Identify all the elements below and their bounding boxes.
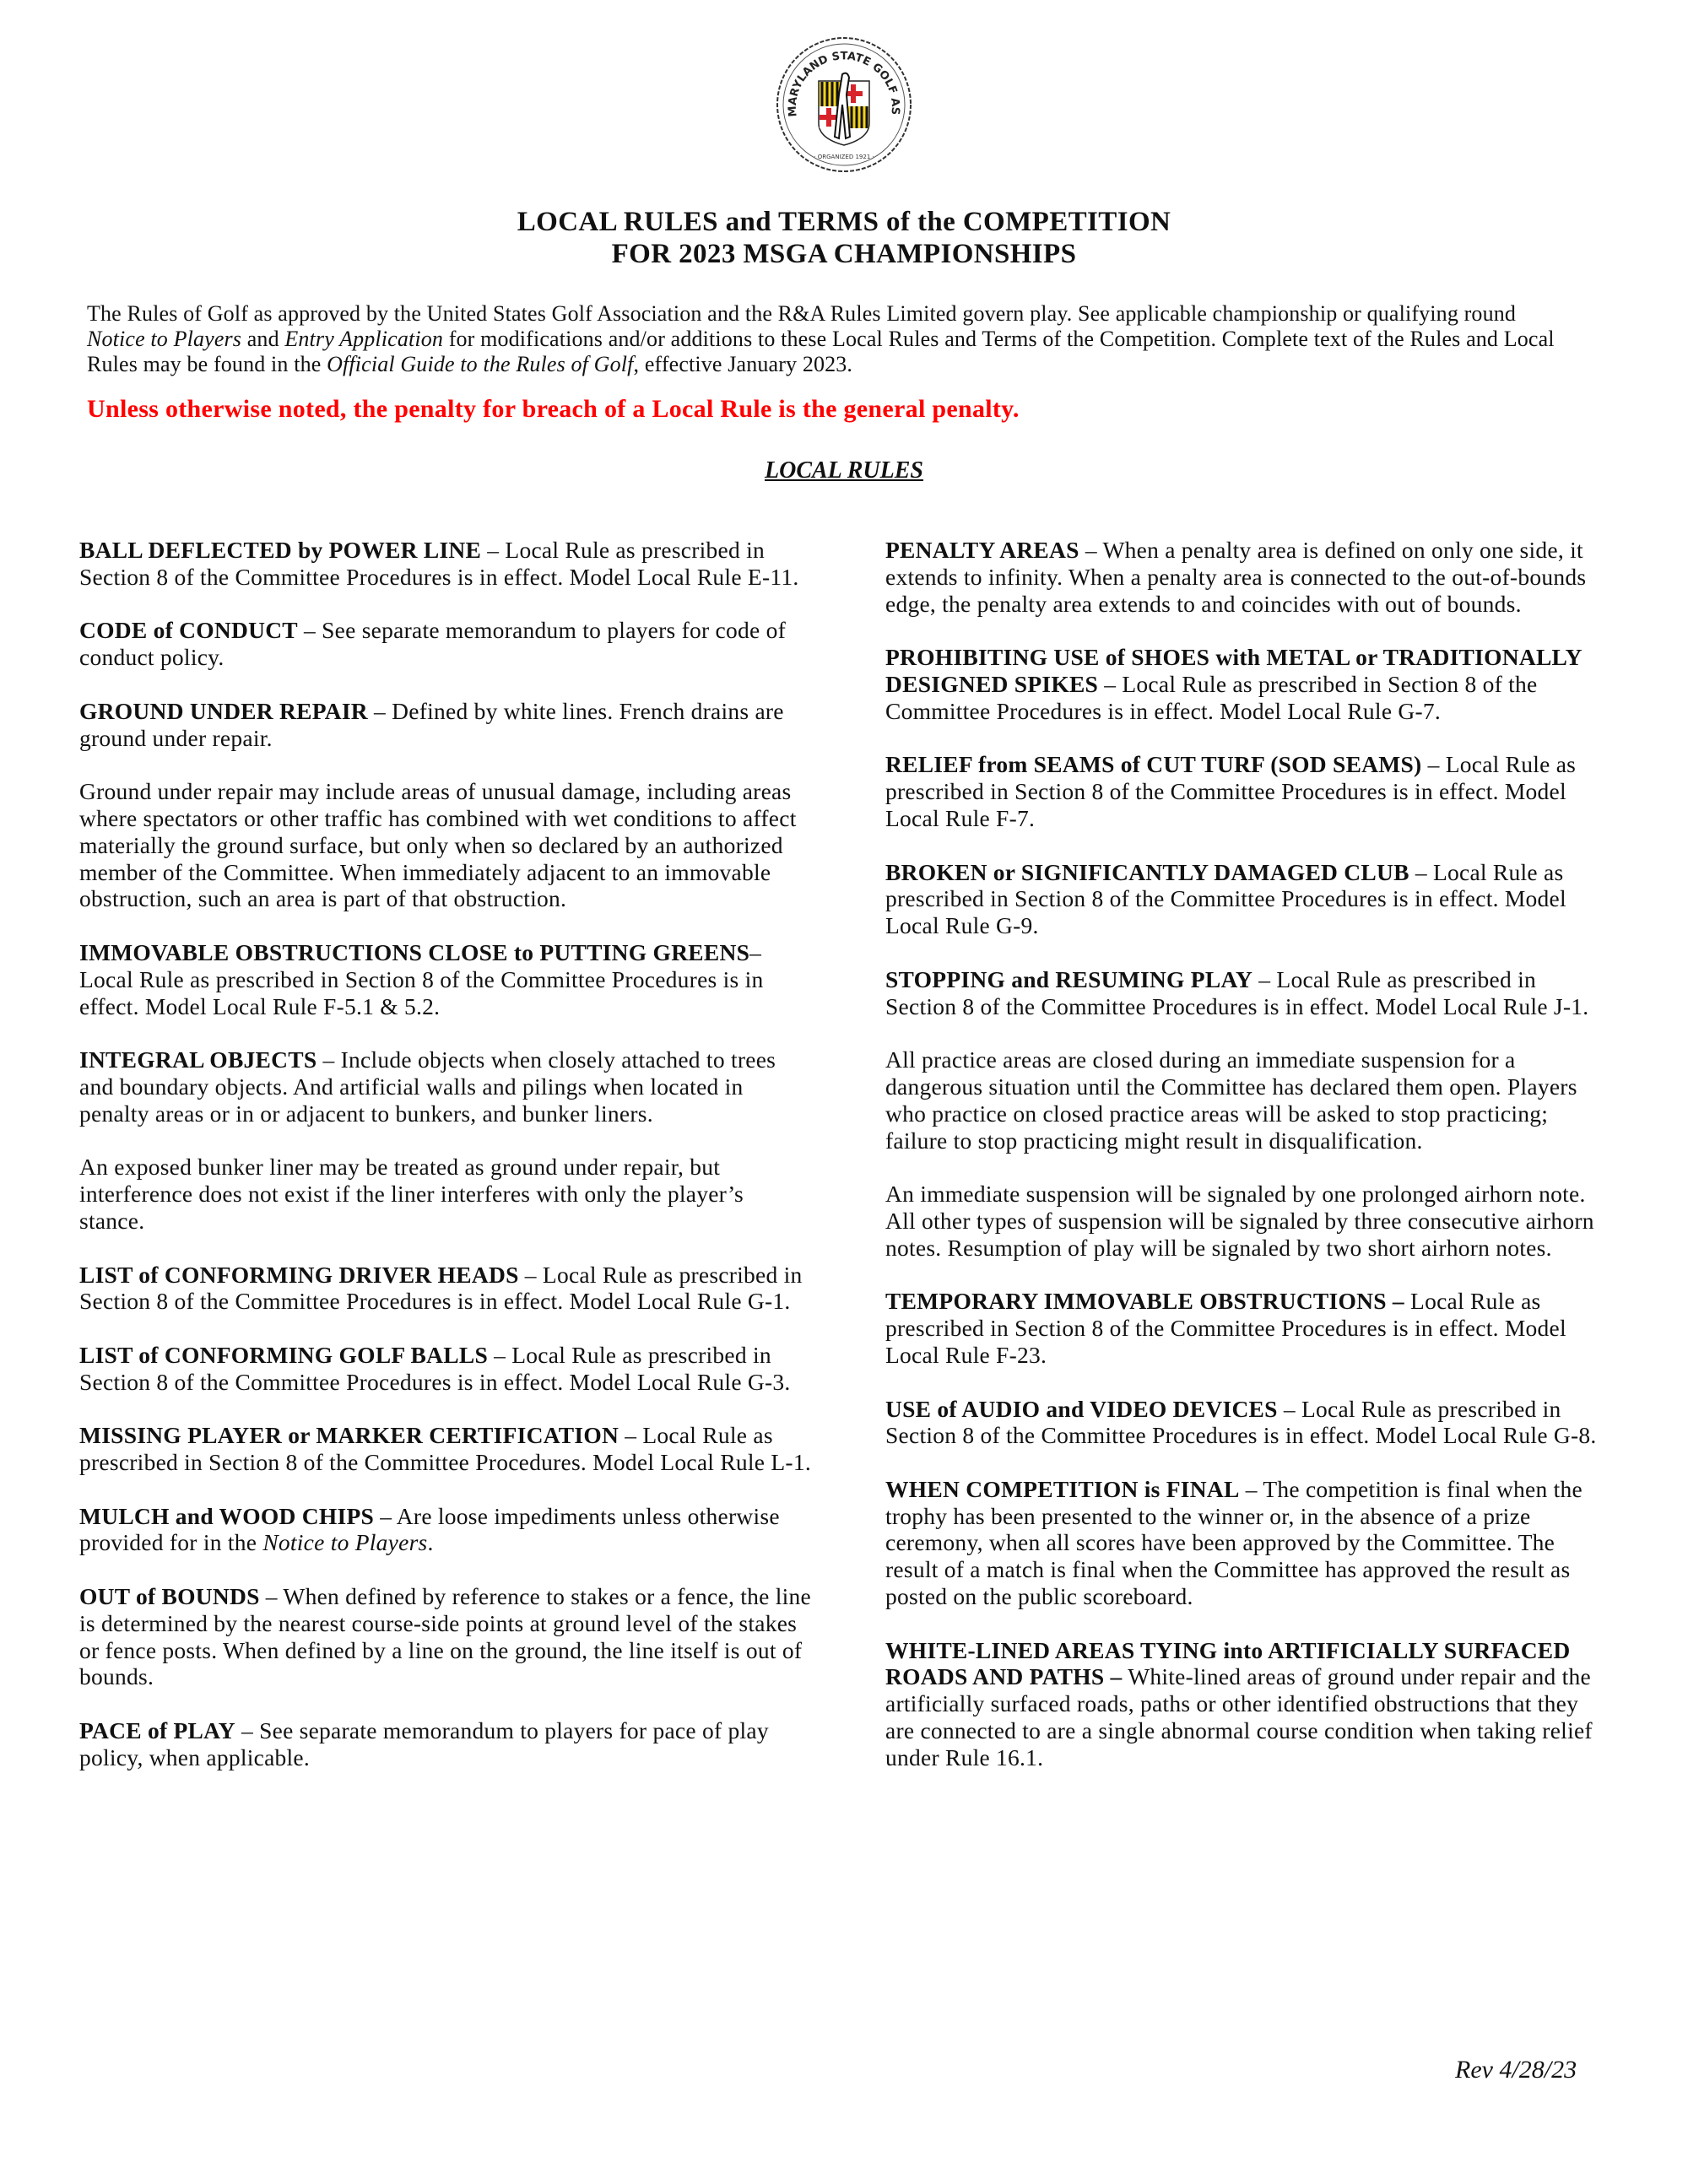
- rule-text: for modifications and/or additions to these Local Rules and Terms of the Competition. Complete text of the Rules and Local Rules may be found in the: [87, 327, 1555, 376]
- italic-text: Notice to Players: [262, 1529, 428, 1556]
- rule-paragraph: [885, 644, 1611, 724]
- rule-text: – Local Rule as prescribed in Section 8 of the Committee Procedures is in effect. Model Local Rule E-11.: [79, 537, 799, 590]
- svg-text:MARYLAND STATE GOLF ASSOCIATIO: MARYLAND STATE GOLF AS: [786, 50, 902, 117]
- intro-paragraph: [87, 301, 1572, 377]
- rule-heading: USE of AUDIO and VIDEO DEVICES: [885, 1395, 1278, 1422]
- rule-text: – Local Rule as prescribed in Section 8 of the Committee Procedures is in effect. Model Local Rule G-1.: [79, 1261, 803, 1315]
- rule-heading: MISSING PLAYER or MARKER CERTIFICATION: [79, 1422, 619, 1449]
- left-column: [79, 537, 814, 1797]
- rule-text: – Include objects when closely attached to trees and boundary objects. And artificial walls and pilings when located in penalty areas or in or adjacent to bunkers, and bunker liners.: [79, 1046, 776, 1127]
- msga-logo-seal: [775, 35, 913, 174]
- rule-text: – Local Rule as prescribed in Section 8 of the Committee Procedures is in effect. Model Local Rule J-1.: [885, 965, 1589, 1019]
- rule-heading: IMMOVABLE OBSTRUCTIONS CLOSE to PUTTING GREENS: [79, 938, 750, 965]
- rule-paragraph: [885, 1181, 1611, 1261]
- rule-text: – Local Rule as prescribed in Section 8 of the Committee Procedures. Model Local Rule L-1.: [79, 1422, 811, 1476]
- rule-text: and: [241, 327, 285, 351]
- rule-paragraph: [885, 1396, 1611, 1450]
- rule-text: – See separate memorandum to players for code of conduct policy.: [79, 617, 786, 671]
- rule-text: White-lined areas of ground under repair and the artificially surfaced roads, paths or other identified obstructions that they are connected to are a single abnormal course condition when taking relief under Rule 16.1.: [885, 1663, 1593, 1770]
- rule-heading: RELIEF from SEAMS of CUT TURF (SOD SEAMS): [885, 751, 1422, 778]
- rule-text: – When defined by reference to stakes or a fence, the line is determined by the nearest course-side points at ground level of the stakes or fence posts. When defined by a line on the ground, the line itself is out of bounds.: [79, 1583, 811, 1690]
- title-line-2: FOR 2023 MSGA CHAMPIONSHIPS: [611, 239, 1077, 269]
- section-heading: [0, 457, 1688, 484]
- rule-paragraph: [79, 1262, 814, 1316]
- penalty-notice: Unless otherwise noted, the penalty for breach of a Local Rule is the general penalty.: [87, 395, 1020, 423]
- rule-heading: MULCH and WOOD CHIPS: [79, 1502, 375, 1529]
- rule-text: – Local Rule as prescribed in Section 8 of the Committee Procedures is in effect. Model Local Rule F-7.: [885, 751, 1577, 831]
- rule-text: .: [427, 1529, 434, 1556]
- rule-text: – When a penalty area is defined on only one side, it extends to infinity. When a penalty area is connected to the out-of-bounds edge, the penalty area extends to and coincides with out of bounds.: [885, 537, 1587, 617]
- rule-text: An exposed bunker liner may be treated as ground under repair, but interference does not exist if the liner interferes with only the player’s stance.: [79, 1154, 744, 1234]
- rule-paragraph: [885, 966, 1611, 1020]
- revision-date: Rev 4/28/23: [1455, 2056, 1577, 2084]
- rule-text: – Defined by white lines. French drains are ground under repair.: [79, 697, 784, 751]
- rule-heading: TEMPORARY IMMOVABLE OBSTRUCTIONS –: [885, 1288, 1404, 1315]
- rule-paragraph: [885, 1476, 1611, 1610]
- rule-paragraph: [885, 1046, 1611, 1154]
- rule-heading: PROHIBITING USE of SHOES with METAL or TRADITIONALLY DESIGNED SPIKES: [885, 644, 1582, 697]
- rule-text: An immediate suspension will be signaled by one prolonged airhorn note. All other types of suspension will be signaled by three consecutive airhorn notes. Resumption of play will be signaled by two short airhorn notes.: [885, 1181, 1594, 1261]
- rule-paragraph: [79, 1342, 814, 1396]
- rule-paragraph: [885, 1288, 1611, 1368]
- rule-text: All practice areas are closed during an immediate suspension for a dangerous situation until the Committee has declared them open. Players who practice on closed practice areas will be asked to stop practicing; failure to stop practicing might result in disqualification.: [885, 1046, 1577, 1154]
- rule-paragraph: [79, 1717, 814, 1771]
- rule-heading: PACE of PLAY: [79, 1717, 235, 1744]
- rule-heading: LIST of CONFORMING DRIVER HEADS: [79, 1261, 519, 1288]
- rule-heading: CODE of CONDUCT: [79, 617, 298, 644]
- rule-heading: LIST of CONFORMING GOLF BALLS: [79, 1341, 488, 1368]
- rule-paragraph: [885, 859, 1611, 939]
- rule-paragraph: [885, 751, 1611, 831]
- rule-paragraph: [79, 1583, 814, 1690]
- rule-paragraph: [79, 1503, 814, 1557]
- rule-heading: BROKEN or SIGNIFICANTLY DAMAGED CLUB: [885, 858, 1409, 885]
- italic-text: Entry Application: [284, 327, 444, 351]
- rule-text: , effective January 2023.: [633, 352, 853, 376]
- rule-heading: STOPPING and RESUMING PLAY: [885, 965, 1253, 992]
- rule-paragraph: [79, 939, 814, 1019]
- rule-heading: WHEN COMPETITION is FINAL: [885, 1475, 1240, 1502]
- rule-text: – Local Rule as prescribed in Section 8 of the Committee Procedures is in effect. Model Local Rule G-8.: [885, 1395, 1597, 1449]
- rule-text: – Local Rule as prescribed in Section 8 of the Committee Procedures is in effect. Model Local Rule G-7.: [885, 670, 1538, 724]
- italic-text: Official Guide to the Rules of Golf: [327, 352, 634, 376]
- title-line-1: LOCAL RULES and TERMS of the COMPETITION: [517, 207, 1171, 237]
- rule-heading: PENALTY AREAS: [885, 537, 1079, 563]
- rule-text: – Are loose impediments unless otherwise provided for in the: [79, 1502, 780, 1556]
- rule-text: Ground under repair may include areas of unusual damage, including areas where spectators or other traffic has combined with wet conditions to affect materially the ground surface, but only when so declared by an authorized member of the Committee. When immediately adjacent to an immovable obstruction, such an area is part of that obstruction.: [79, 778, 797, 912]
- rule-paragraph: [79, 1154, 814, 1234]
- rule-text: – Local Rule as prescribed in Section 8 of the Committee Procedures is in effect. Model Local Rule G-9.: [885, 858, 1566, 939]
- rule-paragraph: [79, 617, 814, 671]
- rule-heading: WHITE-LINED AREAS TYING into ARTIFICIALLY SURFACED ROADS AND PATHS –: [885, 1636, 1571, 1690]
- rule-paragraph: [79, 698, 814, 752]
- rule-text: – See separate memorandum to players for pace of play policy, when applicable.: [79, 1717, 769, 1770]
- section-heading-text: LOCAL RULES: [765, 457, 923, 484]
- rule-heading: BALL DEFLECTED by POWER LINE: [79, 537, 482, 563]
- rule-text: Local Rule as prescribed in Section 8 of the Committee Procedures is in effect. Model Local Rule F-23.: [885, 1288, 1566, 1368]
- rule-text: – Local Rule as prescribed in Section 8 of the Committee Procedures is in effect. Model Local Rule F-5.1 & 5.2.: [79, 938, 764, 1019]
- rule-text: The Rules of Golf as approved by the United States Golf Association and the R&A Rules Limited govern play. See applicable championship or qualifying round: [87, 301, 1517, 326]
- rule-paragraph: [79, 537, 814, 591]
- rule-paragraph: [79, 1046, 814, 1127]
- rule-heading: INTEGRAL OBJECTS: [79, 1046, 317, 1073]
- svg-text:· ORGANIZED 1921 ·: · ORGANIZED 1921 ·: [814, 154, 874, 160]
- rule-paragraph: [885, 1637, 1611, 1771]
- right-column: [885, 537, 1611, 1797]
- rule-heading: GROUND UNDER REPAIR: [79, 697, 368, 724]
- rule-text: – Local Rule as prescribed in Section 8 of the Committee Procedures is in effect. Model Local Rule G-3.: [79, 1341, 791, 1395]
- rule-paragraph: [79, 778, 814, 912]
- document-title: [0, 206, 1688, 270]
- rule-paragraph: [79, 1422, 814, 1476]
- rule-text: – The competition is final when the trophy has been presented to the winner or, in the absence of a prize ceremony, when all scores have been approved by the Committee. The result of a match is final when the Committee has approved the result as posted on the public scoreboard.: [885, 1475, 1582, 1610]
- italic-text: Notice to Players: [87, 327, 242, 351]
- rule-paragraph: [885, 537, 1611, 617]
- rule-heading: OUT of BOUNDS: [79, 1583, 260, 1610]
